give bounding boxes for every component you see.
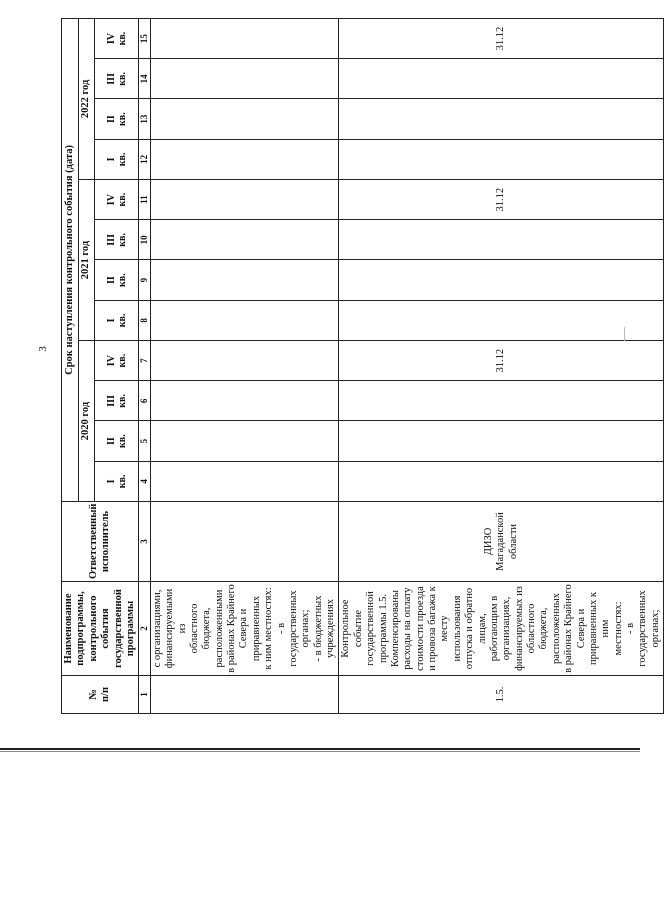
scan-edge-line [0,748,640,750]
column-number: 9 [139,260,151,300]
page-number: 3 [36,346,49,352]
margin-mark [624,327,625,341]
header-quarter: II кв. [95,260,139,300]
header-quarter: IV кв. [95,180,139,220]
date-cell [150,260,339,300]
date-cell [339,260,664,300]
date-cell [150,59,339,99]
header-quarter: III кв. [95,220,139,260]
row-executor: ДИЗО Магаданской области [339,502,664,582]
date-cell [150,381,339,421]
date-cell [339,59,664,99]
date-cell: 31.12 [339,18,664,58]
date-cell [339,421,664,461]
date-cell [150,139,339,179]
header-year-2021: 2021 год [78,180,94,341]
date-cell [339,99,664,139]
date-cell [339,139,664,179]
date-cell [150,220,339,260]
date-cell [150,180,339,220]
header-quarter: II кв. [95,99,139,139]
row-number: 1.5. [339,676,664,714]
header-quarter: II кв. [95,421,139,461]
column-number: 12 [139,139,151,179]
column-number: 15 [139,18,151,58]
header-quarter: I кв. [95,139,139,179]
date-cell [150,461,339,501]
date-cell [150,18,339,58]
date-cell [339,461,664,501]
date-cell [339,381,664,421]
scan-edge-line-shadow [0,751,640,752]
date-cell [150,421,339,461]
rotated-table-container [61,19,661,714]
column-number: 1 [139,676,151,714]
date-cell: 31.12 [339,180,664,220]
date-cell [150,341,339,381]
header-quarter: III кв. [95,381,139,421]
row-event-name: Контрольное событие государственной программы 1.5. Компенсированы расходы на оплату стоимости проезда и провоза багажа к месту использования отпуска и обратно лицам, работающим в организациях, финансируемых из областного бюджета, расположенных в районах Крайнего Севера и приравненных к ним местностях: - в государственных органах; [339,582,664,676]
column-number: 14 [139,59,151,99]
table-row [339,18,664,713]
header-deadline-group: Срок наступления контрольного события (дата) [62,18,79,501]
date-cell [150,300,339,340]
table-row [150,18,339,713]
date-cell [150,99,339,139]
header-name: Наименование подпрограммы, контрольного события государственной программы [62,582,139,676]
column-number: 8 [139,300,151,340]
column-number: 5 [139,421,151,461]
row-executor [150,502,339,582]
column-number: 11 [139,180,151,220]
column-number: 10 [139,220,151,260]
column-number: 2 [139,582,151,676]
header-quarter: I кв. [95,300,139,340]
header-quarter: I кв. [95,461,139,501]
control-events-table [61,18,664,714]
column-number: 6 [139,381,151,421]
column-number: 13 [139,99,151,139]
row-number [150,676,339,714]
header-quarter: III кв. [95,59,139,99]
column-number: 3 [139,502,151,582]
row-event-name: с организациями, финансируемыми из областного бюджета, расположенными в районах Крайнего Севера и приравненных к ним местностях: - в государственных органах; - в бюджетных учреждениях [150,582,339,676]
header-year-2020: 2020 год [78,341,94,502]
header-no: № п/п [62,676,139,714]
column-number-row [139,18,151,713]
header-quarter: IV кв. [95,341,139,381]
header-quarter: IV кв. [95,18,139,58]
header-executor: Ответственный исполнитель [62,502,139,582]
column-number: 7 [139,341,151,381]
date-cell [339,220,664,260]
date-cell [339,300,664,340]
header-year-2022: 2022 год [78,18,94,179]
date-cell: 31.12 [339,341,664,381]
column-number: 4 [139,461,151,501]
